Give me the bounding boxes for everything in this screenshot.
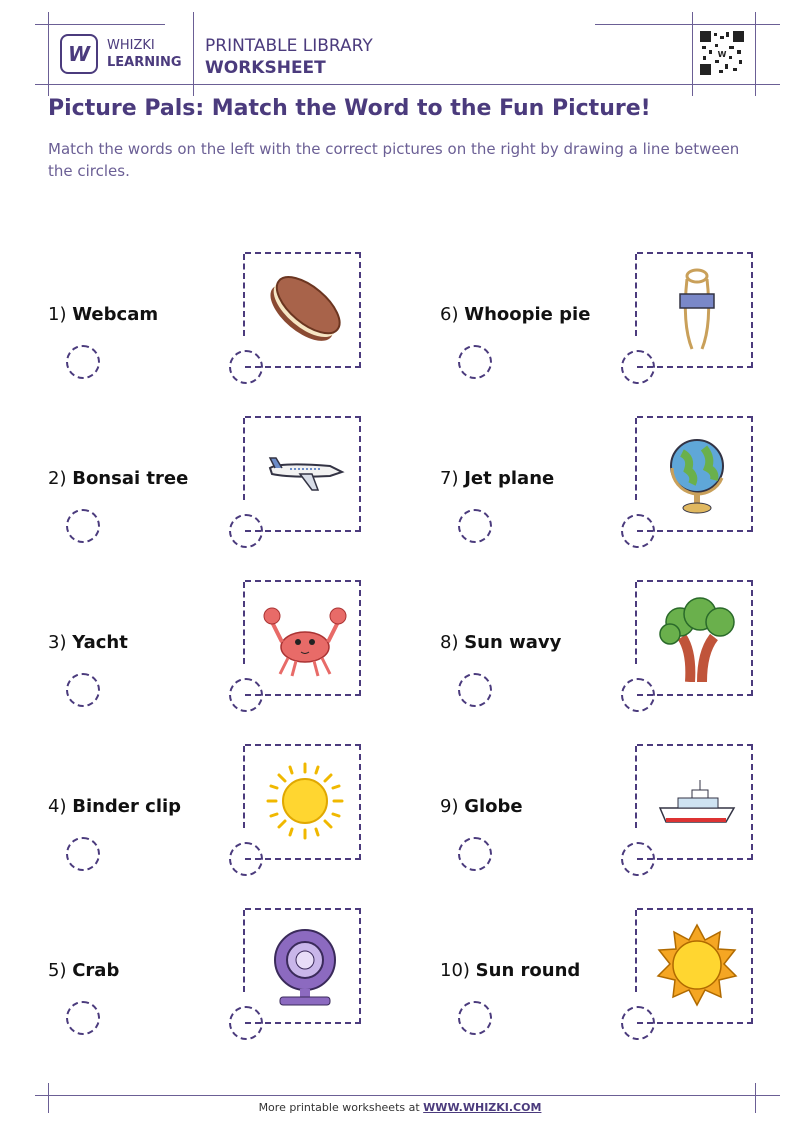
item-number: 1) [48, 304, 67, 325]
item-number: 7) [440, 468, 459, 489]
item-number: 3) [48, 632, 67, 653]
word-connect-circle[interactable] [66, 673, 100, 707]
header-rule [193, 12, 194, 96]
word-label [440, 960, 580, 981]
word-connect-circle[interactable] [458, 1001, 492, 1035]
picture-box [245, 744, 361, 860]
word-label [48, 468, 188, 489]
binder-clip-icon [652, 264, 742, 354]
brand-bottom: LEARNING [107, 55, 182, 70]
item-word: Sun round [475, 960, 581, 981]
item-word: Yacht [72, 632, 128, 653]
header-rule [35, 24, 165, 25]
bonsai-tree-icon [652, 592, 742, 682]
word-label [440, 468, 554, 489]
footer-text: More printable worksheets at [258, 1101, 424, 1114]
sun-wavy-icon [260, 756, 350, 846]
word-label [440, 632, 561, 653]
picture-box [245, 416, 361, 532]
header-rule [692, 12, 693, 96]
word-connect-circle[interactable] [458, 673, 492, 707]
whoopie-pie-icon [260, 264, 350, 354]
word-label [48, 632, 128, 653]
picture-box [245, 580, 361, 696]
picture-connect-circle[interactable] [229, 1006, 263, 1040]
word-label [48, 960, 119, 981]
item-number: 2) [48, 468, 67, 489]
worksheet-label: WORKSHEET [205, 58, 326, 78]
word-connect-circle[interactable] [458, 509, 492, 543]
footer-rule [35, 1095, 780, 1096]
picture-connect-circle[interactable] [621, 678, 655, 712]
word-label [440, 304, 590, 325]
item-word: Whoopie pie [464, 304, 591, 325]
item-number: 8) [440, 632, 459, 653]
picture-box [637, 908, 753, 1024]
qr-code-icon [699, 30, 745, 76]
item-number: 5) [48, 960, 67, 981]
word-connect-circle[interactable] [66, 1001, 100, 1035]
footer-link[interactable]: WWW.WHIZKI.COM [423, 1101, 542, 1114]
brand-top: WHIZKI [107, 38, 155, 53]
globe-icon [652, 428, 742, 518]
picture-connect-circle[interactable] [229, 678, 263, 712]
picture-box [637, 580, 753, 696]
crab-icon [260, 592, 350, 682]
item-word: Binder clip [72, 796, 182, 817]
word-connect-circle[interactable] [66, 509, 100, 543]
word-label [440, 796, 523, 817]
library-heading [205, 35, 373, 79]
word-label [48, 796, 181, 817]
item-number: 9) [440, 796, 459, 817]
picture-connect-circle[interactable] [621, 350, 655, 384]
picture-box [637, 252, 753, 368]
sun-round-icon [652, 920, 742, 1010]
library-label: PRINTABLE LIBRARY [205, 36, 373, 56]
logo [60, 34, 98, 74]
footer [0, 1101, 800, 1114]
picture-connect-circle[interactable] [229, 350, 263, 384]
item-number: 4) [48, 796, 67, 817]
yacht-icon [652, 756, 742, 846]
header-rule [595, 24, 780, 25]
item-word: Crab [72, 960, 120, 981]
header-rule [48, 12, 49, 96]
picture-box [245, 908, 361, 1024]
item-word: Sun wavy [464, 632, 562, 653]
instructions: Match the words on the left with the correct pictures on the right by drawing a line between the circles. [48, 140, 740, 180]
item-word: Jet plane [464, 468, 555, 489]
picture-connect-circle[interactable] [229, 514, 263, 548]
page-title: Picture Pals: Match the Word to the Fun Picture! [48, 96, 651, 121]
picture-box [245, 252, 361, 368]
picture-box [637, 416, 753, 532]
word-label [48, 304, 158, 325]
word-connect-circle[interactable] [66, 345, 100, 379]
picture-connect-circle[interactable] [621, 842, 655, 876]
word-connect-circle[interactable] [458, 345, 492, 379]
picture-box [637, 744, 753, 860]
picture-connect-circle[interactable] [621, 514, 655, 548]
picture-connect-circle[interactable] [621, 1006, 655, 1040]
brand-name [107, 37, 182, 71]
item-number: 10) [440, 960, 470, 981]
header-rule [35, 84, 780, 85]
item-word: Globe [464, 796, 523, 817]
webcam-icon [260, 920, 350, 1010]
svg-text:W: W [717, 50, 727, 59]
picture-connect-circle[interactable] [229, 842, 263, 876]
logo-letter: W [67, 42, 91, 66]
header-rule [755, 12, 756, 96]
item-word: Webcam [72, 304, 159, 325]
word-connect-circle[interactable] [458, 837, 492, 871]
item-number: 6) [440, 304, 459, 325]
word-connect-circle[interactable] [66, 837, 100, 871]
jet-plane-icon [260, 428, 350, 518]
item-word: Bonsai tree [72, 468, 189, 489]
